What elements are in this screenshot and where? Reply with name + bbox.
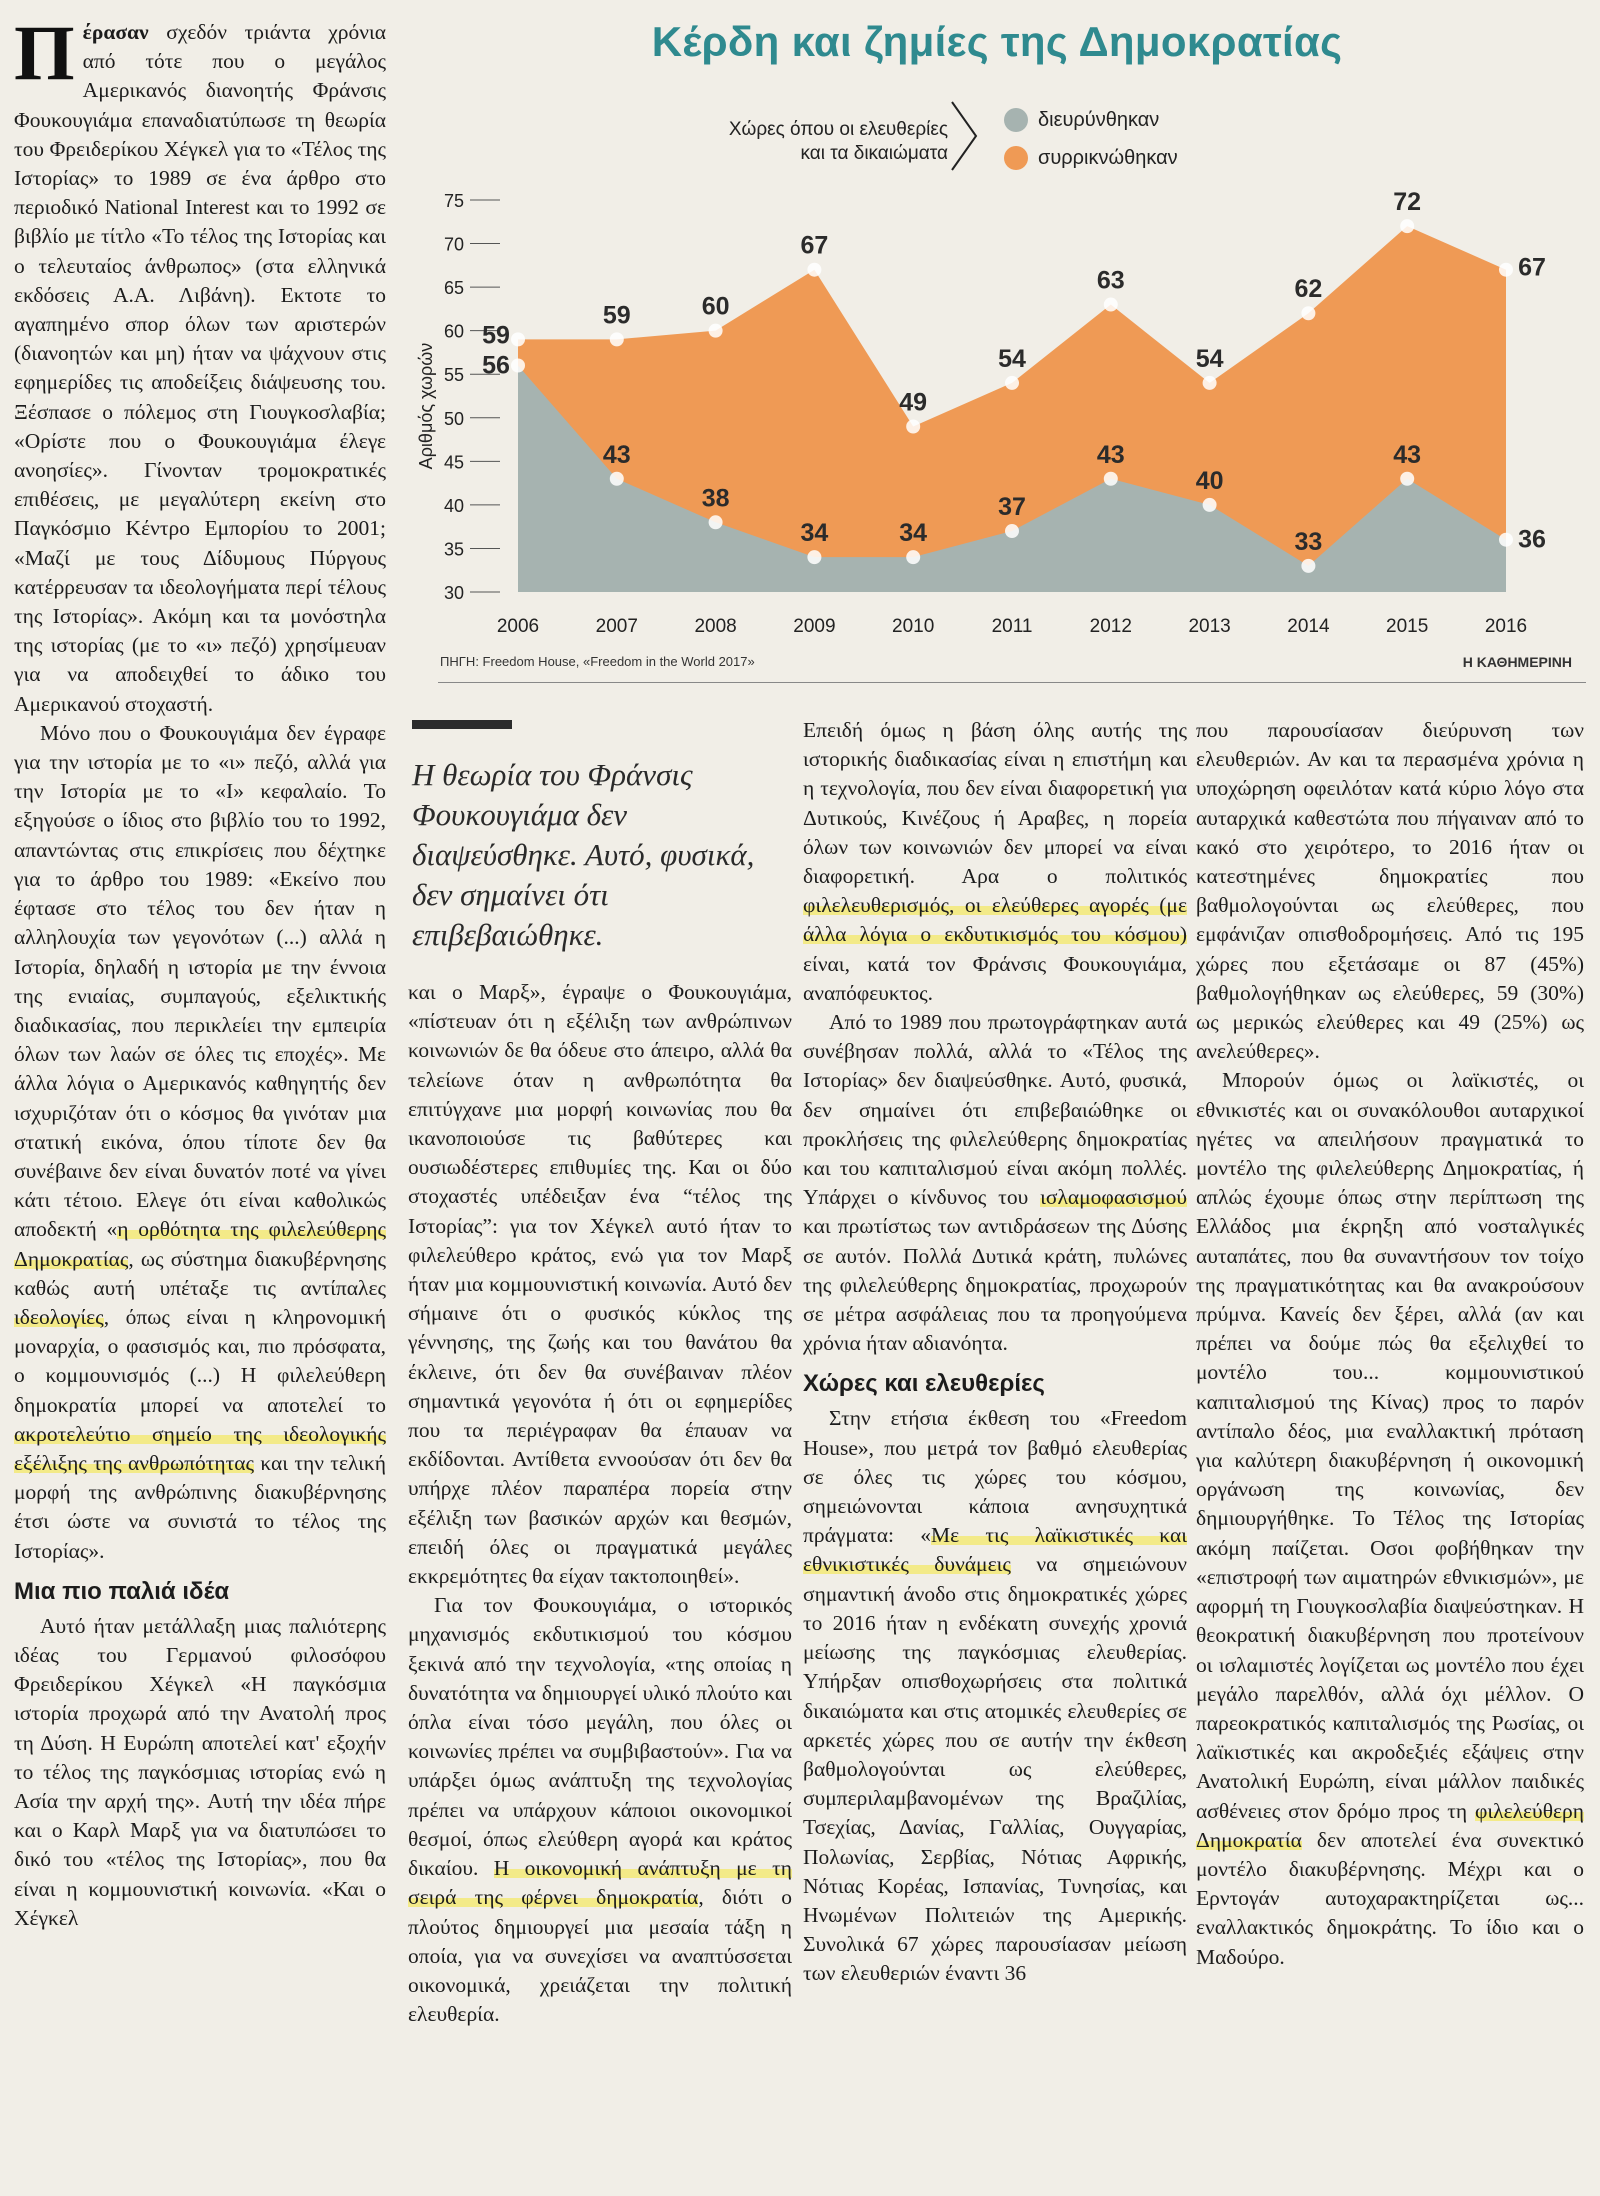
chart-title: Κέρδη και ζημίες της Δημοκρατίας [651, 18, 1343, 65]
data-label-shrunk: 54 [1195, 344, 1224, 373]
highlight: Με τις λαϊκιστικές και εθνικιστικές δυνάμεις [803, 1523, 1187, 1577]
data-label-expanded: 34 [899, 519, 928, 548]
data-point-expanded [1203, 498, 1217, 512]
y-tick-label: 65 [443, 278, 464, 299]
paragraph: Πέρασαν σχεδόν τριάντα χρόνια από τότε που ο μεγάλος Αμερικανός διανοητής Φράνσις Φουκουγιάμα επαναδιατύπωσε τη θεωρία του Φρειδερίκου Χέγκελ για το «Τέλος της Ιστορίας» το 1989 σε ένα άρθρο στο περιοδικό National Interest και το 1992 σε βιβλίο με τίτλο «Το τέλος της Ιστορίας και ο τελευταίος άνθρωπος» (στα ελληνικά εκδόσεις Α.Α. Λιβάνη). Εκτοτε το αγαπημένο σπορ όλων των αριστερών (διανοητών και μη) ήταν να ψάχνουν στις εφημερίδες τις αποδείξεις διάψευσης του. Ξέσπασε ο πόλεμος στη Γιουγκοσλαβία; «Ορίστε που ο Φουκουγιάμα έλεγε ανοησίες». Γίνονταν τρομοκρατικές επιθέσεις, με μεγαλύτερη εκείνη στο Παγκόσμιο Κέντρο Εμπορίου το 2001; «Μαζί με τους Δίδυμους Πύργους κατέρρευσαν τα ιδεολογήματα περί τέλους της Ιστορίας». Ακόμη και τα μονόστηλα της ιστορίας (με το «ι» πεζό) χρησίμευαν για να αποδειχθεί το άδικο του Αμερικανού στοχαστή. [14, 9, 386, 716]
paragraph: που παρουσίασαν διεύρυνση των ελευθεριών. Αν και τα περασμένα χρόνια η υποχώρηση οφειλόταν κατά κύριο λόγο στα αυταρχικά καθεστώτα που πήγαιναν από το κακό στο χειρότερο, το 2016 ήταν οι κατεστημένες δημοκρατίες που βαθμολογούνται ως ελεύθερες, που εμφάνιζαν οπισθοδρομήσεις. Από τις 195 χώρες που εξετάσαμε οι 87 (45%) βαθμολογήθηκαν ως ελεύθερες, 59 (30%) ως μερικώς ελεύθερες και 49 (25%) ως ανελεύθερες». [1196, 718, 1584, 1064]
data-label-shrunk: 67 [1518, 253, 1546, 282]
y-tick-label: 75 [443, 191, 464, 211]
paragraph: Για τον Φουκουγιάμα, ο ιστορικός μηχανισμός εκδυτικισμού του κόσμου ξεκινά από την τεχνολογία, «της οποίας η δυνατότητα να δημιουργεί υλικό πλούτο και όπλα είναι τόσο μεγάλη, που όλες οι κοινωνίες πρέπει να συμβιβαστούν». Για να υπάρξει όμως ανάπτυξη της τεχνολογίας πρέπει να υπάρχουν κάποιοι οικονομικοί θεσμοί, όπως ελεύθερη αγορά και κράτος δικαίου. Η οικονομική ανάπτυξη με τη σειρά της φέρνει δημοκρατία, διότι ο πλούτος δημιουργεί μια μεσαία τάξη η οποία, για να συνεχίσει να αναπτύσσεται οικονομικά, χρειάζεται την πολιτική ελευθερία. [408, 1593, 792, 2027]
data-point-expanded [906, 550, 920, 564]
paragraph: Μπορούν όμως οι λαϊκιστές, οι εθνικιστές και οι συνακόλουθοι αυταρχικοί ηγέτες να απειλήσουν πραγματικά το μοντέλο της φιλελεύθερης Δημοκρατίας, ή απλώς έχουμε όπως στην περίπτωση της Ελλάδος μια έκρηξη από νοσταλγικές αυταπάτες, που θα συναντήσουν τον τοίχο της πραγματικότητας και θα ανακρούσουν πρύμνα. Κανείς δεν ξέρει, αλλά (αν και πρέπει να δούμε πώς θα εξελιχθεί το μοντέλο του... κομμουνιστικού καπιταλισμού της Κίνας) προς το παρόν αντίπαλο δέος, μια εναλλακτική πρόταση για καλύτερη διακυβέρνηση ή οικονομική οργάνωση της κοινωνίας, δεν δημιουργήθηκε. Το Τέλος της Ιστορίας ακόμη παίζεται. Οσοι φοβήθηκαν την «επιστροφή των αιματηρών εθνικισμών», με αφορμή τη Γιουγκοσλαβία διαψεύστηκαν. Η θεοκρατική διακυβέρνηση που προτείνουν οι ισλαμιστές λογίζεται ως μοντέλο που έχει μεγάλο παρελθόν, αλλά όχι μέλλον. Ο παρεοκρατικός καπιταλισμός της Ρωσίας, οι λαϊκιστικές και ακροδεξιές εξάψεις στην Ανατολική Ευρώπη, είναι μάλλον παιδικές ασθένειες στον δρόμο προς τη φιλελεύθερη Δημοκρατία δεν αποτελεί ένα συνεκτικό μοντέλο διακυβέρνησης. Μέχρι και ο Ερντογάν αυτοχαρακτηρίζεται ως... εναλλακτικός δημοκράτης. Το ίδιο και ο Μαδούρο. [1196, 1068, 1584, 1969]
paragraph: Επειδή όμως η βάση όλης αυτής της ιστορικής διαδικασίας είναι η επιστήμη και η τεχνολογία, που δεν είναι διαφορετική για Δυτικούς, Κινέζους ή Αραβες, η πορεία όλων των κοινωνιών δεν μπορεί να είναι διαφορετική. Αρα ο πολιτικός φιλελευθερισμός, οι ελεύθερες αγορές (με άλλα λόγια ο εκδυτικισμός του κόσμου) είναι, κατά τον Φράνσις Φουκουγιάμα, αναπόφευκτος. [803, 718, 1187, 1005]
pull-quote-text: Η θεωρία του Φράνσις Φουκουγιάμα δεν διαψεύσθηκε. Αυτό, φυσικά, δεν σημαίνει ότι επιβεβαιώθηκε. [412, 757, 755, 952]
highlight: φιλελεύθερη Δημοκρατία [1196, 1798, 1584, 1852]
highlight: ακροτελεύτιο σημείο της ιδεολογικής εξέλιξης της ανθρωπότητας [14, 1421, 386, 1475]
article-column-4 [1196, 716, 1584, 1972]
data-point-expanded [1499, 533, 1513, 547]
y-tick-label: 55 [443, 365, 464, 386]
x-tick-label: 2012 [1089, 616, 1132, 637]
x-tick-label: 2013 [1188, 616, 1231, 637]
legend-item-shrunk: συρρικνώθηκαν [1004, 146, 1178, 170]
data-label-shrunk: 60 [701, 292, 730, 321]
highlight: φιλελευθερισμός, οι ελεύθερες αγορές (με άλλα λόγια ο εκδυτικισμός του κόσμου) [803, 893, 1187, 947]
data-label-shrunk: 67 [800, 231, 829, 260]
x-tick-label: 2007 [595, 616, 638, 637]
legend-item-expanded: διευρύνθηκαν [1004, 108, 1159, 132]
x-tick-label: 2014 [1287, 616, 1330, 637]
y-tick-label: 35 [443, 539, 464, 560]
data-point-shrunk [709, 324, 723, 338]
y-tick-label: 50 [443, 408, 464, 429]
data-point-shrunk [1400, 219, 1414, 233]
x-tick-label: 2016 [1484, 616, 1528, 637]
data-point-expanded [1301, 559, 1315, 573]
data-point-shrunk [610, 332, 624, 346]
data-point-expanded [807, 550, 821, 564]
data-point-expanded [610, 472, 624, 486]
data-point-shrunk [807, 263, 821, 277]
paragraph: Μόνο που ο Φουκουγιάμα δεν έγραφε για την ιστορία με το «ι» πεζό, αλλά για την Ιστορία με το «Ι» κεφαλαίο. Το εξηγούσε ο ίδιος στο βιβλίο του το 1992, απαντώντας στις επικρίσεις που δέχτηκε για το άρθρο του 1989: «Εκείνο που έφτασε στο τέλος του δεν ήταν η αλληλουχία των γεγονότων (...) αλλά η Ιστορία, δηλαδή η ιστορία με την έννοια της ενιαίας, συμπαγούς, εξελικτικής διαδικασίας, που περικλείει την εμπειρία όλων των λαών σε όλες τις εποχές». Με άλλα λόγια ο Αμερικανός καθηγητής δεν ισχυριζόταν ότι ο κόσμος θα γινόταν μια στατική εικόνα, όπου τίποτε δεν θα συνέβαινε δεν είναι δυνατόν ποτέ να γίνει κάτι τέτοιο. Ελεγε ότι είναι καθολικώς αποδεκτή «η ορθότητα της φιλελεύθερης Δημοκρατίας, ως σύστημα διακυβέρνησης καθώς αυτή υπέταξε τις αντίπαλες ιδεολογίες, όπως είναι η κληρονομική μοναρχία, ο φασισμός και, πιο πρόσφατα, ο κομμουνισμός (...) Η φιλελεύθερη δημοκρατία μπορεί να αποτελεί το ακροτελεύτιο σημείο της ιδεολογικής εξέλιξης της ανθρωπότητας και την τελική μορφή της ανθρώπινης διακυβέρνησης έτσι ώστε να συνιστά το τέλος της Ιστορίας». [14, 720, 387, 1563]
pull-quote-bar [412, 720, 512, 729]
data-label-shrunk: 59 [602, 301, 631, 330]
data-point-expanded [709, 515, 723, 529]
data-label-expanded: 37 [998, 493, 1026, 522]
data-label-expanded: 43 [1393, 440, 1422, 469]
section-heading: Χώρες και ελευθερίες [803, 1370, 1045, 1398]
data-point-shrunk [1005, 376, 1019, 390]
data-label-shrunk: 72 [1393, 188, 1422, 217]
publication-brand: Η ΚΑΘΗΜΕΡΙΝΗ [1462, 654, 1572, 670]
article-column-3 [803, 716, 1187, 1989]
x-tick-label: 2015 [1386, 616, 1429, 637]
data-point-shrunk [1203, 376, 1217, 390]
data-label-shrunk: 54 [998, 344, 1026, 373]
x-tick-label: 2006 [496, 616, 540, 637]
data-point-shrunk [511, 332, 525, 346]
y-tick-label: 30 [443, 583, 464, 603]
section-heading: Μια πιο παλιά ιδέα [14, 1577, 230, 1605]
data-label-expanded: 40 [1195, 466, 1224, 495]
x-tick-label: 2008 [694, 616, 737, 637]
paragraph: Στην ετήσια έκθεση του «Freedom House», που μετρά τον βαθμό ελευθερίας σε όλες τις χώρες του κόσμου, σημειώνονται κάποια ανησυχητικά πράγματα: «Με τις λαϊκιστικές και εθνικιστικές δυνάμεις να σημειώνουν σημαντική άνοδο στις δημοκρατικές χώρες το 2016 ήταν η ενδέκατη συνεχής χρονιά μείωσης της παγκόσμιας ελευθερίας. Υπήρξαν οπισθοχωρήσεις στα πολιτικά δικαιώματα και στις ατομικές ελευθερίες σε αρκετές χώρες που σε αυτήν την έκθεση βαθμολογούνται ως ελεύθερες, συμπεριλαμβανομένων της Βραζιλίας, Τσεχίας, Δανίας, Γαλλίας, Ουγγαρίας, Πολωνίας, Σερβίας, Νότιας Αφρικής, Νότιας Κορέας, Ισπανίας, Τυνησίας, και Ηνωμένων Πολιτειών της Αμερικής. Συνολικά 67 χώρες παρουσίασαν μείωση των ελευθεριών έναντι 36 [803, 1406, 1187, 1986]
paragraph: και ο Μαρξ», έγραψε ο Φουκουγιάμα, «πίστευαν ότι η εξέλιξη των ανθρώπινων κοινωνιών δε θα όδευε στο άπειρο, αλλά θα τελείωνε όταν η ανθρωπότητα θα επιτύγχανε μια μορφή κοινωνίας που θα ικανοποιούσε τις βαθύτερες και ουσιωδέστερες επιθυμίες της. Και οι δύο στοχαστές υπέδειξαν ένα “τέλος της Ιστορίας”: για τον Χέγκελ αυτό ήταν το φιλελεύθερο κράτος, ενώ για τον Μαρξ ήταν μια κομμουνιστική κοινωνία. Αυτό δεν σήμαινε ότι ο φυσικός κύκλος της γέννησης, της ζωής και του θανάτου θα έκλεινε, ότι δεν θα συνέβαιναν πλέον σημαντικά γεγονότα ή ότι οι εφημερίδες που τα περιέγραφαν θα έπαυαν να εκδίδονται. Αντίθετα εννοούσαν ότι δεν θα υπήρχε πλέον παραπέρα πορεία στην εξέλιξη των βασικών αρχών και θεσμών, επειδή όλες οι πραγματικά μεγάλες εκκρεμότητες θα είχαν τακτοποιηθεί». [408, 980, 792, 1589]
data-point-shrunk [906, 419, 920, 433]
data-point-shrunk [1301, 306, 1315, 320]
data-label-shrunk: 49 [899, 388, 928, 417]
data-label-expanded: 56 [482, 351, 510, 380]
chart-panel [398, 0, 1596, 690]
data-label-expanded: 33 [1294, 527, 1323, 556]
data-point-expanded [1104, 472, 1118, 486]
data-point-shrunk [1104, 298, 1118, 312]
x-tick-label: 2009 [793, 616, 836, 637]
article-column-1 [14, 9, 387, 1933]
x-tick-label: 2010 [892, 616, 935, 637]
data-point-shrunk [1499, 263, 1513, 277]
highlight: Η οικονομική ανάπτυξη με τη σειρά της φέρνει δημοκρατία [408, 1856, 792, 1910]
highlight: η ορθότητα της φιλελεύθερης Δημοκρατίας [14, 1217, 387, 1271]
highlight: ισλαμοφασισμού [1040, 1185, 1187, 1210]
y-tick-label: 45 [443, 452, 464, 473]
legend-description: Χώρες όπου οι ελευθερίες και τα δικαιώματα [728, 119, 948, 164]
y-tick-label: 40 [443, 495, 464, 516]
drop-cap: Π [14, 9, 75, 96]
paragraph: Από το 1989 που πρωτογράφτηκαν αυτά συνέβησαν πολλά, αλλά το «Τέλος της Ιστορίας» δεν διαψεύσθηκε. Αυτό, φυσικά, δεν σημαίνει ότι επιβεβαιώθηκε οι προκλήσεις της φιλελεύθερης δημοκρατίας και του καπιταλισμού είναι ακόμη πολλές. Υπάρχει ο κίνδυνος του ισλαμοφασισμού και πρωτίστως των αντιδράσεων της Δύσης σε αυτόν. Πολλά Δυτικά κράτη, πυλώνες της φιλελεύθερης δημοκρατίας, προχωρούν σε μέτρα ασφάλειας που τα προηγούμενα χρόνια ήταν αδιανόητα. [803, 1010, 1187, 1356]
highlight: ιδεολογίες [14, 1304, 104, 1329]
data-point-expanded [511, 359, 525, 373]
data-label-expanded: 34 [800, 519, 829, 548]
y-axis-label: Αριθμός χωρών [416, 342, 436, 470]
article-column-2 [408, 978, 792, 2029]
y-tick-label: 60 [443, 321, 464, 342]
data-label-expanded: 43 [602, 440, 631, 469]
data-label-expanded: 43 [1096, 440, 1125, 469]
data-label-shrunk: 62 [1294, 275, 1323, 304]
data-label-expanded: 36 [1518, 525, 1546, 554]
divider [438, 682, 1586, 683]
y-tick-label: 70 [443, 234, 464, 255]
paragraph: Αυτό ήταν μετάλλαξη μιας παλιότερης ιδέας του Γερμανού φιλοσόφου Φρειδερίκου Χέγκελ «Η παγκόσμια ιστορία προχωρά από την Ανατολή προς τη Δύση. Η Ευρώπη αποτελεί κατ' εξοχήν το τέλος της παγκόσμιας ιστορίας ενώ η Ασία την αρχή της». Αυτή την ιδέα πήρε και ο Καρλ Μαρξ για να διατυπώσει το δικό του «τέλος της Ιστορίας», που θα είναι η κομμουνιστική κοινωνία. «Και ο Χέγκελ [14, 1613, 386, 1930]
area-chart [398, 0, 1596, 650]
data-point-expanded [1005, 524, 1019, 538]
x-tick-label: 2011 [991, 616, 1033, 637]
chart-source: ΠΗΓΗ: Freedom House, «Freedom in the World 2017» [440, 654, 755, 669]
data-label-shrunk: 63 [1096, 266, 1125, 295]
data-label-shrunk: 59 [482, 321, 510, 350]
data-label-expanded: 38 [701, 484, 730, 513]
data-point-expanded [1400, 472, 1414, 486]
pull-quote [412, 720, 790, 955]
